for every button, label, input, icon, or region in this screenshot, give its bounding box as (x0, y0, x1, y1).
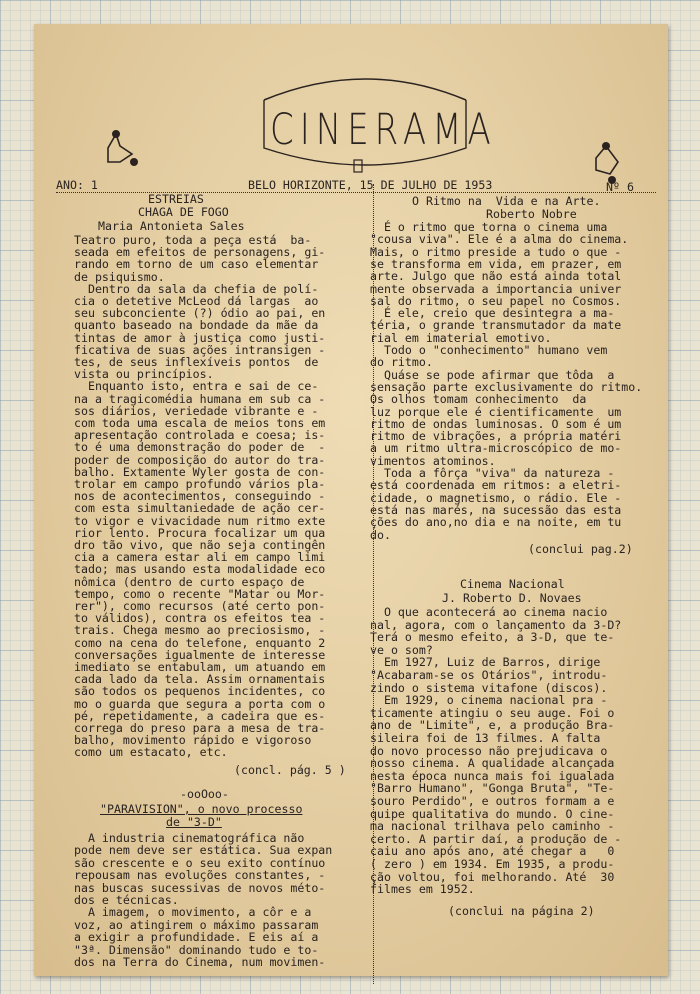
text-line: cada lado da tela. Assim ornamentais (74, 672, 326, 687)
text-line: dos e técnicas. (74, 893, 179, 907)
text-line: está coordenada em ritmos: a eletri- (370, 478, 622, 493)
text-line: rer"), como recursos (até certo pon- (74, 599, 326, 613)
text-line: to válidos), contra os efeitos tea - (74, 611, 326, 626)
text-line: se transforma em vida, em prazer, em (370, 256, 622, 271)
text-line: luz porque ele é cientificamente um (370, 404, 622, 419)
text-line: tempo, como o recente "Matar ou Mor- (74, 586, 326, 601)
text-line: nal, agora, com o lançamento da 3-D? (370, 617, 622, 632)
text-line: trolar em campo profundo vários pla- (74, 477, 326, 491)
text-line: cidade, o magnetismo, o rádio. Ele - (370, 490, 622, 505)
article-title: Cinema Nacional (460, 577, 565, 591)
text-line: são crescente e o seu exito contínuo (74, 855, 326, 870)
text-line: vimentos atominos. (370, 453, 496, 468)
section-divider: -ooOoo- (180, 787, 229, 801)
text-line: certo. A partir daí, a produção de - (370, 831, 622, 846)
text-line: nos de acontecimentos, conseguindo - (74, 489, 326, 504)
text-line: do ritmo. (370, 355, 433, 370)
text-line: souro Perdido", e outros formam a e (370, 794, 615, 808)
text-line: conversações igualmente de interesse (74, 647, 326, 662)
text-line: téria, o grande transmutador da mate (370, 318, 622, 333)
text-line: mente observada a importancia univer (370, 281, 622, 296)
text-line: sensação parte exclusivamente do ritmo. (370, 379, 643, 394)
article-title: O Ritmo na Vida e na Arte. (412, 194, 601, 208)
text-line: trais. Chega mesmo ao preciosismo, - (74, 623, 326, 638)
text-line: ritmo de ondas luminosas. O som é um (370, 416, 622, 431)
text-line: Enquanto isto, entra e sai de ce- (74, 379, 319, 394)
text-line: tado; mas usando esta modalidade eco (74, 562, 326, 577)
text-line: de psiquismo. (74, 269, 165, 284)
article-title: "PARAVISION", o novo processo (100, 802, 303, 816)
text-line: seu subconciente (?) ódio ao pai, en (74, 306, 326, 321)
text-line: sal do ritmo, o seu papel no Cosmos. (370, 293, 622, 308)
newspaper-page (34, 24, 668, 976)
text-line: Em 1929, o cinema nacional pra - (370, 693, 608, 708)
text-line: está nas marés, na sucessão das esta (370, 502, 622, 517)
text-line: Quáse se pode afirmar que tôda a (370, 367, 615, 382)
article-author: J. Roberto D. Novaes (442, 591, 582, 605)
text-line: na a tragicomédia humana em sub ca - (74, 391, 326, 406)
text-line: ções do ano,no dia e na noite, em tu (370, 515, 622, 530)
text-line: nômica (dentro de curto espaço de (74, 574, 305, 589)
text-line: ficativa de suas ações intransigen - (74, 342, 326, 357)
article-author: Roberto Nobre (486, 207, 577, 221)
text-line: a exigir a profundidade. E eis aí a (74, 930, 319, 945)
text-line: Em 1927, Luiz de Barros, dirige (370, 655, 601, 670)
article-title: de "3-D" (166, 815, 222, 829)
text-line: do. (370, 527, 391, 542)
text-line: mo o guarda que segura a porta com o (74, 696, 326, 711)
text-line: "Acabaram-se os Otários", introdu- (370, 668, 608, 682)
text-line: Mais, o ritmo preside a tudo o que - (370, 244, 622, 259)
text-line: O que acontecerá ao cinema nacio (370, 605, 608, 619)
text-line: seada em efeitos de personagens, gi- (74, 245, 326, 260)
text-line: com esta simultaniedade de ação cer- (74, 501, 326, 516)
text-line: tintas de amor à justiça como justi- (74, 330, 326, 345)
text-line: filmes em 1952. (370, 882, 475, 897)
text-line: apresentação controlada e coesa; is- (74, 428, 326, 443)
text-line: são todos os pequenos incidentes, co (74, 684, 326, 699)
text-line: quipe qualitativa do mundo. O cine- (370, 806, 615, 821)
text-line: pode nem deve ser estática. Sua expan (74, 843, 333, 858)
issue-year: ANO: 1 (56, 178, 98, 192)
text-line: "3ª. Dimensão" dominando tudo e to- (74, 942, 319, 957)
text-line: ve o som? (370, 642, 433, 657)
text-line: nosso cinema. A qualidade alcançada (370, 756, 615, 771)
text-line: ano de "Limite", e, a produção Bra- (370, 718, 615, 733)
text-line: rior lento. Procura focalizar um qua (74, 525, 326, 540)
text-line: caiu ano após ano, até chegar a 0 (370, 844, 615, 859)
text-line: rando em torno de um caso elementar (74, 257, 319, 272)
text-line: Todo o "conhecimento" humano vem (370, 343, 608, 357)
text-line: "cousa viva". Ele é a alma do cinema. (370, 232, 629, 247)
text-line: ( zero ) em 1934. Em 1935, a produ- (370, 857, 615, 871)
text-line: Os olhos tomam conhecimento da (370, 392, 587, 407)
text-line: É o ritmo que torna o cinema uma (370, 220, 608, 234)
text-line: correga do preso para a mesa de tra- (74, 721, 326, 735)
logo-title: CINERAMA (270, 105, 497, 155)
film-reel-left-icon (104, 128, 144, 176)
text-line: Toda a fôrça "viva" da natureza - (370, 466, 615, 480)
text-line: sos diários, veriedade vibrante e - (74, 403, 319, 418)
text-line: balho, movimento rápido e vigoroso (74, 733, 312, 748)
text-line: to é uma demonstração do poder de - (74, 440, 326, 455)
text-line: tes, de seus inflexíveis pontos de (74, 355, 319, 369)
text-line: É ele, creio que desintegra a ma- (370, 306, 615, 321)
text-line: sileira foi de 13 filmes. A falta (370, 731, 601, 745)
text-line: A imagem, o movimento, a côr e a (74, 905, 312, 920)
text-line: ticamente atingiu o seu auge. Foi o (370, 705, 615, 720)
issue-number: Nº 6 (606, 180, 634, 194)
text-line: vista ou princípios. (74, 367, 214, 382)
text-line: Teatro puro, toda a peça está ba- (74, 233, 312, 247)
text-line: como um estacato, etc. (74, 745, 228, 760)
text-line: quanto baseado na bondade da mãe da (74, 318, 319, 333)
text-line: "Barro Humano", "Gonga Bruta", "Te- (370, 781, 615, 796)
text-line: cia o detetive McLeod dá largas ao (74, 294, 319, 308)
article-author: Maria Antonieta Sales (98, 219, 245, 233)
text-line: zindo o sistema vitafone (discos). (370, 680, 608, 695)
text-line: com toda uma escala de meios tons em (74, 416, 326, 430)
text-line: ma nacional trilhava pelo caminho - (370, 819, 615, 834)
text-line: A industria cinematográfica não (74, 831, 305, 845)
text-line: cia a camera estar ali em campo limi (74, 550, 326, 565)
continued-note: (concl. pág. 5 ) (234, 763, 346, 777)
text-line: ritmo de vibrações, a própria matéri (370, 429, 622, 444)
text-line: nas buscas sucessivas de novos méto- (74, 880, 326, 895)
text-line: balho. Extamente Wyler gosta de con- (74, 464, 326, 479)
text-line: como na cena do telefone, enquanto 2 (74, 635, 326, 650)
text-line: ção voltou, foi melhorando. Até 30 (370, 869, 615, 884)
text-line: Terá o mesmo efeito, a 3-D, que te- (370, 630, 615, 645)
text-line: dos na Terra do Cinema, num movimen- (74, 955, 326, 969)
text-line: a um ritmo ultra-microscópico de mo- (370, 441, 622, 456)
text-line: Dentro da sala da chefia de polí- (74, 281, 319, 296)
masthead-rule (56, 192, 656, 193)
text-line: repousam nas evoluções constantes, - (74, 868, 326, 883)
text-line: to vigor e vivacidade num ritmo exte (74, 513, 326, 528)
place-date: BELO HORIZONTE, 15 DE JULHO DE 1953 (248, 178, 493, 192)
text-line: arte. Julgo que não está ainda total (370, 269, 622, 284)
text-line: nesta época nunca mais foi igualada (370, 768, 615, 783)
text-line: voz, ao atingirem o máximo passaram (74, 917, 319, 932)
text-line: imediato se entabulam, um atuando em (74, 660, 326, 674)
text-line: poder de composição do autor do tra- (74, 452, 326, 467)
text-line: pé, repetidamente, a cadeira que es- (74, 708, 326, 723)
article-title: CHAGA DE FOGO (138, 205, 229, 219)
text-line: do novo processo não prejudicava o (370, 743, 608, 758)
section-label: ESTREIAS (148, 192, 204, 206)
continued-note: (conclui na página 2) (448, 904, 595, 918)
text-line: rial em imaterial emotivo. (370, 330, 552, 345)
text-line: dro tão vivo, que não seja contingên (74, 538, 326, 552)
continued-note: (conclui pag.2) (528, 542, 633, 556)
